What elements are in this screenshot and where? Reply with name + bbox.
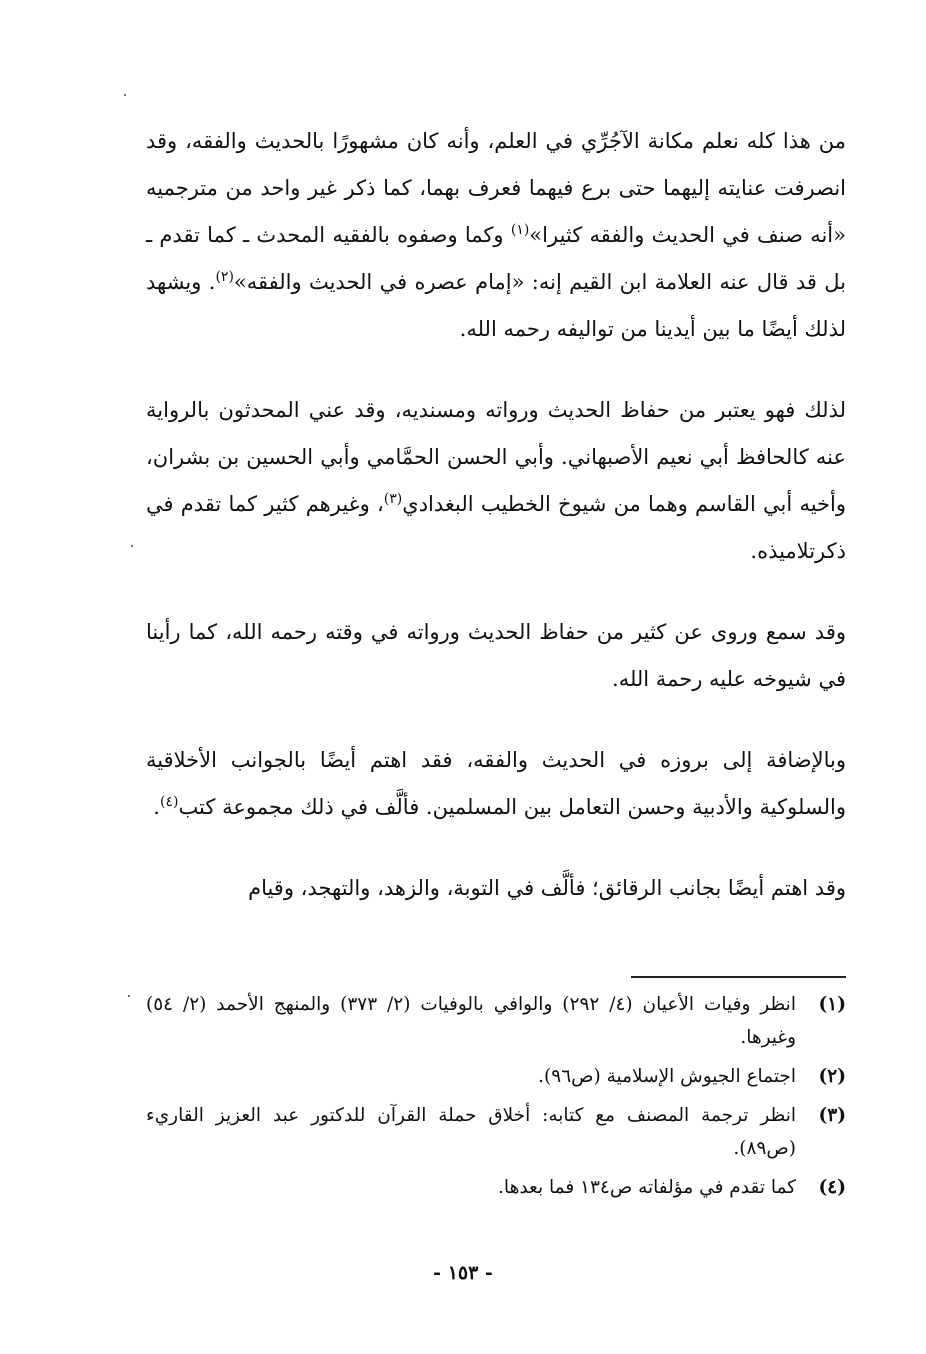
- footnote-text: انظر وفيات الأعيان (٤/ ٢٩٢) والوافي بالوفيات (٢/ ٣٧٣) والمنهج الأحمد (٢/ ٥٤) وغيرها.: [146, 994, 796, 1048]
- paragraph-text: . ويشهد لذلك أيضًا ما بين أيدينا من تواليفه رحمه الله.: [146, 270, 846, 341]
- footnote-number: (١): [818, 994, 846, 1015]
- footnotes-list: [146, 988, 846, 1210]
- paragraph-text: ، وغيرهم كثير كما تقدم في ذكرتلاميذه.: [146, 492, 846, 563]
- footnote-text: كما تقدم في مؤلفاته ص١٣٤ فما بعدها.: [498, 1177, 796, 1198]
- footnote-text: انظر ترجمة المصنف مع كتابه: أخلاق حملة القرآن للدكتور عبد العزيز القاريء (ص٨٩).: [146, 1105, 796, 1159]
- footnote-item: [146, 1060, 846, 1093]
- scan-speck: [124, 94, 126, 96]
- footnote-item: [146, 988, 846, 1054]
- footnote-reference[interactable]: (٣): [383, 491, 403, 507]
- scan-speck: [128, 995, 130, 997]
- footnote-text: اجتماع الجيوش الإسلامية (ص٩٦).: [538, 1066, 796, 1087]
- paragraph-2: [146, 387, 846, 575]
- main-text: [146, 118, 846, 946]
- paragraph-1: [146, 118, 846, 353]
- paragraph-text: لذلك فهو يعتبر من حفاظ الحديث ورواته ومسنديه، وقد عني المحدثون بالرواية عنه كالحافظ أبي نعيم الأصبهاني. وأبي الحسن الحمَّامي وأبي الحسين بن بشران، وأخيه أبي القاسم وهما من شيوخ الخطيب البغدادي: [146, 398, 846, 516]
- paragraph-text: وقد اهتم أيضًا بجانب الرقائق؛ فألَّف في التوبة، والزهد، والتهجد، وقيام: [248, 876, 846, 900]
- paragraph-text: وبالإضافة إلى بروزه في الحديث والفقه، فقد اهتم أيضًا بالجوانب الأخلاقية والسلوكية والأدبية وحسن التعامل بين المسلمين. فألَّف في ذلك مجموعة كتب: [146, 748, 846, 819]
- paragraph-text: وقد سمع وروى عن كثير من حفاظ الحديث ورواته في وقته رحمه الله، كما رأينا في شيوخه عليه رحمة الله.: [146, 620, 846, 691]
- paragraph-text: .: [153, 795, 160, 819]
- footnote-reference[interactable]: (٢): [215, 269, 234, 285]
- footnote-item: [146, 1171, 846, 1204]
- paragraph-text: وكما وصفوه بالفقيه المحدث ـ كما تقدم ـ بل قد قال عنه العلامة ابن القيم إنه: «إمام عصره في الحديث والفقه»: [146, 223, 846, 294]
- paragraph-text: من هذا كله نعلم مكانة الآجُرِّي في العلم، وأنه كان مشهورًا بالحديث والفقه، وقد انصرفت عنايته إليهما حتى برع فيهما فعرف بهما، كما ذكر غير واحد من مترجميه «أنه صنف في الحديث والفقه كثيرا»: [146, 129, 846, 247]
- footnote-divider: [631, 976, 846, 978]
- paragraph-5: [146, 865, 846, 912]
- paragraph-3: [146, 609, 846, 703]
- scan-speck: [131, 545, 133, 547]
- footnote-reference[interactable]: (٤): [159, 794, 179, 810]
- footnote-number: (٢): [818, 1066, 846, 1087]
- footnote-number: (٣): [818, 1105, 846, 1126]
- page-number: - ١٥٣ -: [433, 1262, 493, 1284]
- footnote-reference[interactable]: (١): [510, 222, 530, 238]
- footnote-number: (٤): [818, 1177, 846, 1198]
- paragraph-4: [146, 737, 846, 831]
- footnote-item: [146, 1099, 846, 1165]
